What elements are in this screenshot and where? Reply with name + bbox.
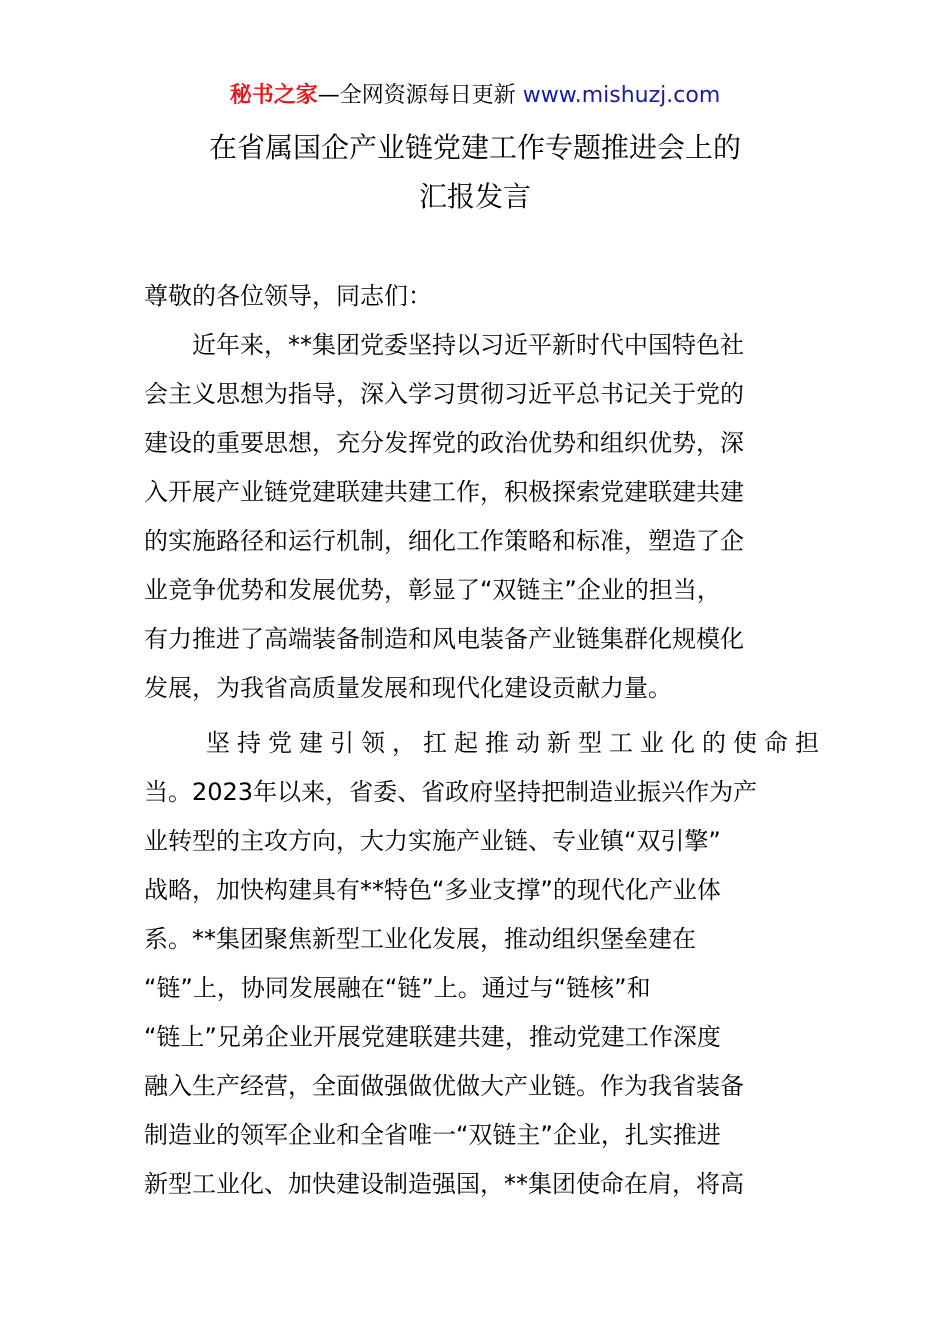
brand-name: 秘书之家 bbox=[229, 83, 318, 108]
paragraph-line: 融入生产经营，全面做强做优做大产业链。作为我省装备 bbox=[144, 1072, 744, 1100]
paragraph-line: 当。2023年以来，省委、省政府坚持把制造业振兴作为产 bbox=[144, 778, 758, 806]
paragraph-line: “链”上，协同发展融在“链”上。通过与“链核”和 bbox=[144, 974, 651, 1002]
salutation: 尊敬的各位领导，同志们： bbox=[144, 282, 432, 310]
paragraph-line: 近年来，**集团党委坚持以习近平新时代中国特色社 bbox=[144, 331, 744, 359]
paragraph-line: 业转型的主攻方向，大力实施产业链、专业镇“双引擎” bbox=[144, 827, 721, 855]
paragraph-line: 坚持党建引领，扛起推动新型工业化的使命担 bbox=[144, 729, 826, 757]
paragraph-line: 战略，加快构建具有**特色“多业支撑”的现代化产业体 bbox=[144, 876, 721, 904]
paragraph-line: 新型工业化、加快建设制造强国，**集团使命在肩，将高 bbox=[144, 1170, 744, 1198]
paragraph-line: 发展，为我省高质量发展和现代化建设贡献力量。 bbox=[144, 674, 672, 702]
paragraph-line: 系。**集团聚焦新型工业化发展，推动组织堡垒建在 bbox=[144, 925, 696, 953]
site-header bbox=[0, 80, 950, 112]
paragraph-line: 入开展产业链党建联建共建工作，积极探索党建联建共建 bbox=[144, 478, 744, 506]
document-title-line-1: 在省属国企产业链党建工作专题推进会上的 bbox=[208, 131, 741, 164]
site-url-link[interactable]: www.mishuzj.com bbox=[522, 83, 721, 108]
header-tagline: —全网资源每日更新 bbox=[317, 83, 523, 108]
paragraph-line: 有力推进了高端装备制造和风电装备产业链集群化规模化 bbox=[144, 625, 744, 653]
paragraph-line: 会主义思想为指导，深入学习贯彻习近平总书记关于党的 bbox=[144, 380, 744, 408]
paragraph-line: 制造业的领军企业和全省唯一“双链主”企业，扎实推进 bbox=[144, 1121, 721, 1149]
paragraph-line: 的实施路径和运行机制，细化工作策略和标准，塑造了企 bbox=[144, 527, 744, 555]
paragraph-line: “链上”兄弟企业开展党建联建共建，推动党建工作深度 bbox=[144, 1023, 721, 1051]
document-title-line-2: 汇报发言 bbox=[418, 180, 531, 213]
paragraph-line: 建设的重要思想，充分发挥党的政治优势和组织优势，深 bbox=[144, 429, 744, 457]
paragraph-line: 业竞争优势和发展优势，彰显了“双链主”企业的担当， bbox=[144, 576, 721, 604]
